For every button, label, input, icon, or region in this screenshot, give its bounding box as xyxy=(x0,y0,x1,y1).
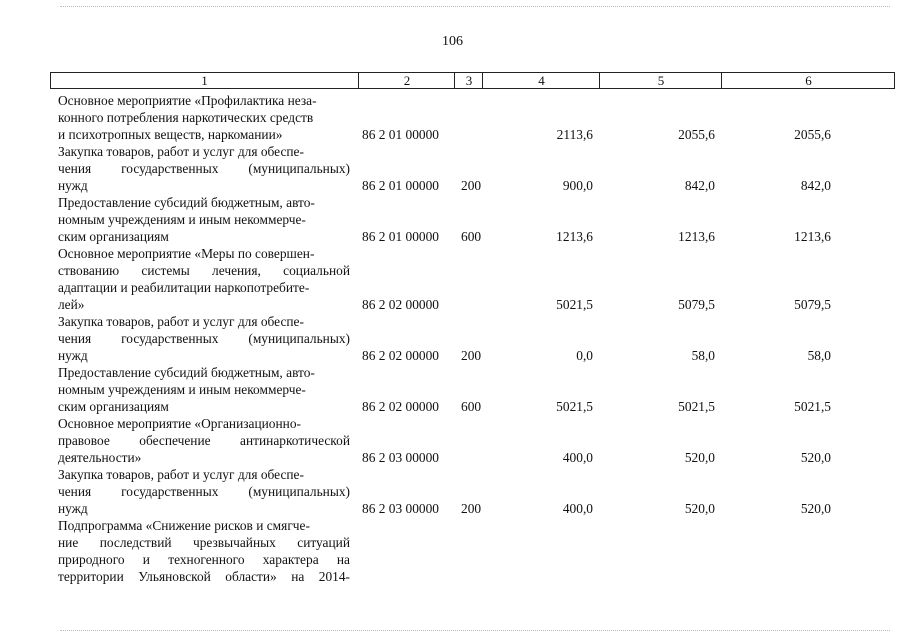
table-row xyxy=(0,245,905,313)
header-col-6: 6 xyxy=(721,73,895,88)
row-description xyxy=(58,245,350,313)
row-description-line: Основное мероприятие «Меры по совершен- xyxy=(58,246,315,261)
row-description-line: Основное мероприятие «Организационно- xyxy=(58,416,301,431)
header-col-1: 1 xyxy=(201,73,208,88)
row-description-line: Закупка товаров, работ и услуг для обеспе- xyxy=(58,314,304,329)
row-description-line: адаптации и реабилитации наркопотребите- xyxy=(58,280,310,295)
row-description-line: чения государственных (муниципальных) xyxy=(58,161,350,176)
row-description xyxy=(58,143,350,194)
row-description-line: номным учреждениям и иным некоммерче- xyxy=(58,212,306,227)
row-description-line: конного потребления наркотических средств xyxy=(58,110,314,125)
table-row xyxy=(0,313,905,364)
row-description-line: чения государственных (муниципальных) xyxy=(58,331,350,346)
row-value-col4: 0,0 xyxy=(576,348,593,363)
row-description xyxy=(58,364,350,415)
row-code: 86 2 03 00000 xyxy=(362,501,439,516)
row-description-line: деятельности» xyxy=(58,450,142,465)
row-value-col5: 5021,5 xyxy=(678,399,715,414)
row-description-line: Закупка товаров, работ и услуг для обеспе- xyxy=(58,144,304,159)
row-value-col5: 2055,6 xyxy=(678,127,715,142)
row-value-col4: 900,0 xyxy=(562,178,593,193)
header-col-4: 4 xyxy=(482,73,600,88)
row-code: 86 2 01 00000 xyxy=(362,127,439,142)
row-value-col6: 58,0 xyxy=(807,348,831,363)
table-row xyxy=(0,364,905,415)
row-description-line: лей» xyxy=(58,297,85,312)
row-description xyxy=(58,517,350,585)
row-description-line: Закупка товаров, работ и услуг для обеспе- xyxy=(58,467,304,482)
row-description xyxy=(58,194,350,245)
row-value-col5: 5079,5 xyxy=(678,297,715,312)
row-code: 86 2 02 00000 xyxy=(362,297,439,312)
row-expense-type: 200 xyxy=(461,348,482,363)
row-description-line: и психотропных веществ, наркомании» xyxy=(58,127,283,142)
header-col-5: 5 xyxy=(599,73,722,88)
table-row xyxy=(0,517,905,585)
row-value-col5: 842,0 xyxy=(684,178,715,193)
row-description-line: Предоставление субсидий бюджетным, авто- xyxy=(58,195,315,210)
table-row xyxy=(0,466,905,517)
row-value-col4: 1213,6 xyxy=(556,229,593,244)
row-description-line: ствованию системы лечения, социальной xyxy=(58,263,350,278)
row-value-col6: 5079,5 xyxy=(794,297,831,312)
scan-artifact-bottom xyxy=(60,630,890,632)
row-value-col6: 520,0 xyxy=(800,501,831,516)
table-row xyxy=(0,92,905,143)
header-col-3: 3 xyxy=(454,73,483,88)
row-value-col6: 5021,5 xyxy=(794,399,831,414)
table-header xyxy=(50,72,895,89)
row-description-line: ским организациям xyxy=(58,229,169,244)
row-code: 86 2 01 00000 xyxy=(362,178,439,193)
row-description-line: Предоставление субсидий бюджетным, авто- xyxy=(58,365,315,380)
table-row xyxy=(0,415,905,466)
row-description-line: чения государственных (муниципальных) xyxy=(58,484,350,499)
row-value-col4: 5021,5 xyxy=(556,297,593,312)
row-description xyxy=(58,92,350,143)
row-value-col6: 2055,6 xyxy=(794,127,831,142)
row-description-line: ние последствий чрезвычайных ситуаций xyxy=(58,535,350,550)
row-description xyxy=(58,415,350,466)
scan-artifact-top xyxy=(60,6,890,8)
row-value-col5: 520,0 xyxy=(684,501,715,516)
row-value-col5: 1213,6 xyxy=(678,229,715,244)
row-description-line: нужд xyxy=(58,501,88,516)
row-description-line: номным учреждениям и иным некоммерче- xyxy=(58,382,306,397)
row-value-col6: 842,0 xyxy=(800,178,831,193)
row-description-line: Подпрограмма «Снижение рисков и смягче- xyxy=(58,518,310,533)
table-row xyxy=(0,194,905,245)
row-code: 86 2 02 00000 xyxy=(362,399,439,414)
row-expense-type: 200 xyxy=(461,178,482,193)
row-description-line: территории Ульяновской области» на 2014- xyxy=(58,569,350,584)
row-value-col4: 400,0 xyxy=(562,450,593,465)
row-value-col5: 520,0 xyxy=(684,450,715,465)
row-value-col5: 58,0 xyxy=(691,348,715,363)
row-description-line: правовое обеспечение антинаркотической xyxy=(58,433,350,448)
row-value-col6: 1213,6 xyxy=(794,229,831,244)
row-description-line: ским организациям xyxy=(58,399,169,414)
row-description xyxy=(58,466,350,517)
row-description xyxy=(58,313,350,364)
row-value-col4: 400,0 xyxy=(562,501,593,516)
row-value-col6: 520,0 xyxy=(800,450,831,465)
row-code: 86 2 02 00000 xyxy=(362,348,439,363)
row-description-line: природного и техногенного характера на xyxy=(58,552,350,567)
page-number: 106 xyxy=(442,34,463,49)
row-description-line: нужд xyxy=(58,178,88,193)
row-description-line: нужд xyxy=(58,348,88,363)
row-code: 86 2 03 00000 xyxy=(362,450,439,465)
row-value-col4: 2113,6 xyxy=(556,127,593,142)
row-expense-type: 600 xyxy=(461,399,482,414)
row-expense-type: 600 xyxy=(461,229,482,244)
row-description-line: Основное мероприятие «Профилактика неза- xyxy=(58,93,317,108)
table-row xyxy=(0,143,905,194)
row-value-col4: 5021,5 xyxy=(556,399,593,414)
row-code: 86 2 01 00000 xyxy=(362,229,439,244)
header-col-2: 2 xyxy=(358,73,455,88)
row-expense-type: 200 xyxy=(461,501,482,516)
